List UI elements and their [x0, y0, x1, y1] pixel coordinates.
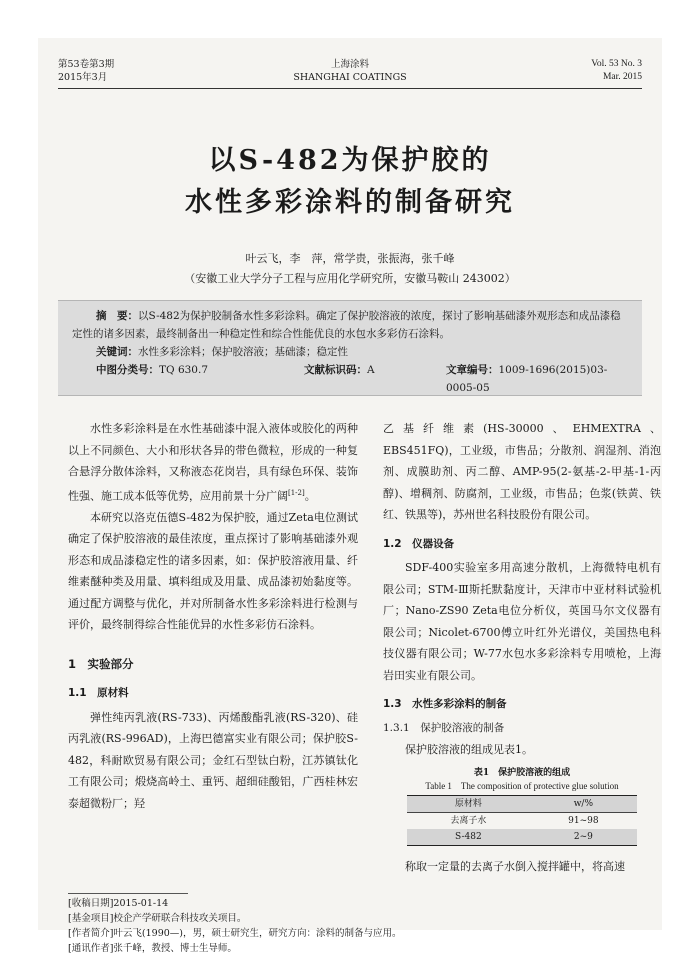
table-row: [407, 829, 637, 846]
abstract-box: [58, 300, 642, 396]
citation-ref: [1-2]: [288, 488, 305, 497]
materials-paragraph: 弹性纯丙乳液(RS-733)、丙烯酸酯乳液(RS-320)、硅丙乳液(RS-996AD)，上海巴德富实业有限公司；保护胶S-482，科耐欧贸易有限公司；金红石型钛白粉，江苏镇钛化工有限公司；煅烧高岭土、重钙、超细硅酸铝，广西桂林宏泰超微粉厂；羟: [68, 710, 358, 810]
title-line-2: 水性多彩涂料的制备研究: [185, 187, 515, 218]
table-cell: 去离子水: [450, 815, 487, 826]
footnote-corresponding: [通讯作者]张千峰，教授、博士生导师。: [68, 943, 237, 954]
section-heading-1-3-1: 1.3.1 保护胶溶液的制备: [383, 721, 505, 734]
abstract-label: 摘 要：: [96, 310, 138, 322]
journal-name-en: SHANGHAI COATINGS: [293, 72, 407, 83]
document-code: [304, 361, 375, 379]
header-divider: [58, 88, 642, 89]
footnote-divider: [68, 893, 188, 894]
header-date-cn: 2015年3月: [58, 72, 108, 83]
article-label: 文章编号：: [446, 364, 499, 376]
doc-value: A: [367, 364, 375, 376]
clc-value: TQ 630.7: [159, 364, 209, 376]
header-vol-no: Vol. 53 No. 3: [591, 59, 642, 69]
doc-label: 文献标识码：: [304, 364, 367, 376]
affiliation: （安徽工业大学分子工程与应用化学研究所，安徽马鞍山 243002）: [184, 272, 516, 285]
table-caption-cn: 表1 保护胶溶液的组成: [473, 767, 571, 778]
table-cell: S-482: [455, 831, 482, 842]
abstract: [72, 307, 628, 343]
intro-p1-end: 。: [304, 489, 316, 503]
equipment-paragraph: SDF-400实验室多用高速分散机，上海微特电机有限公司；STM-Ⅲ斯托默黏度计，天津市中亚材料试验机厂；Nano-ZS90 Zeta电位分析仪，英国马尔文仪器有限公司；Nicolet-6700傅立叶红外光谱仪，美国热电科技仪器有限公司；W-77水包水多彩涂料专用喷枪，上海岩田实业有限公司。: [383, 561, 661, 682]
classification-row: [72, 361, 628, 394]
left-column: [68, 418, 358, 814]
footnotes: [68, 896, 402, 956]
author-list: 叶云飞，李 萍，常学贵，张振海，张千峰: [245, 252, 455, 265]
article-value: 1009-1696(2015)03-0005-05: [446, 364, 608, 394]
footnote-author: [作者简介]叶云飞(1990—)，男，硕士研究生，研究方向：涂料的制备与应用。: [68, 928, 402, 939]
preparation-paragraph: 称取一定量的去离子水倒入搅拌罐中，将高速: [405, 859, 625, 873]
header-volume-issue: 第53卷第3期: [58, 59, 115, 70]
table-header-row: [407, 795, 637, 812]
table-cell: 91~98: [568, 815, 599, 826]
section-heading-1: 1 实验部分: [68, 656, 134, 671]
journal-page: [38, 38, 662, 954]
table-header-cell: w/%: [573, 798, 594, 809]
materials-continued: 乙基纤维素(HS-30000、EHMEXTRA、EBS451FQ)，工业级，市售品；分散剂、润湿剂、消泡剂、成膜助剂、丙二醇、AMP-95(2-氨基-2-甲基-1-丙醇)、增稠剂、防腐剂，工业级，市售品；色浆(铁黄、铁红、铁黑等)，苏州世名科技股份有限公司。: [383, 422, 661, 521]
table-header-cell: 原材料: [454, 798, 482, 809]
intro-paragraph-2: 本研究以洛克伍德S-482为保护胶，通过Zeta电位测试确定了保护胶溶液的最佳浓度，重点探讨了影响基础漆外观形态和成品漆稳定性的诸多因素，如：保护胶溶液用量、纤维素醚种类及用量、填料组成及用量、成品漆初始黏度等。通过配方调整与优化，并对所制备水性多彩涂料进行检测与评价，最终制得综合性能优异的水性多彩仿石涂料。: [68, 510, 358, 632]
composition-table: [407, 795, 637, 846]
journal-name-cn: 上海涂料: [330, 59, 369, 70]
header-journal: [58, 58, 642, 84]
keywords: [72, 343, 628, 361]
table-intro: 保护胶溶液的组成见表1。: [405, 743, 533, 756]
keywords-label: 关键词：: [96, 346, 138, 358]
article-number: [446, 361, 628, 397]
footnote-received: [收稿日期]2015-01-14: [68, 898, 169, 909]
clc-number: [96, 364, 208, 376]
clc-label: 中图分类号：: [96, 364, 159, 376]
section-heading-1-2: 1.2 仪器设备: [383, 537, 455, 550]
abstract-text: 以S-482为保护胶制备水性多彩涂料。确定了保护胶溶液的浓度，探讨了影响基础漆外观形态和成品漆稳定性的诸多因素，最终制备出一种稳定性和综合性能优良的水包水多彩仿石涂料。: [72, 310, 621, 340]
table-caption-en: Table 1 The composition of protective glue solution: [425, 780, 619, 791]
title-line-1: 以S-482为保护胶的: [208, 145, 492, 176]
running-header: [58, 58, 642, 88]
table-cell: 2~9: [573, 831, 593, 842]
table-row: [407, 812, 637, 829]
intro-p1-text: 水性多彩涂料是在水性基础漆中混入液体或胶化的两种以上不同颜色、大小和形状各异的带色微粒，形成的一种复合悬浮分散体涂料，又称液态花岗岩，具有绿色环保、装饰性强、施工成本低等优势，应用前景十分广阔: [68, 422, 358, 503]
intro-paragraph-1: [68, 418, 358, 507]
keywords-text: 水性多彩涂料；保护胶溶液；基础漆；稳定性: [138, 346, 348, 358]
header-volume-en: [591, 58, 642, 84]
section-heading-1-3: 1.3 水性多彩涂料的制备: [383, 698, 507, 710]
section-heading-1-1: 1.1 原材料: [68, 687, 129, 700]
right-column: [383, 418, 661, 877]
header-date-en: Mar. 2015: [602, 72, 642, 82]
footnote-fund: [基金项目]校企产学研联合科技攻关项目。: [68, 913, 247, 924]
